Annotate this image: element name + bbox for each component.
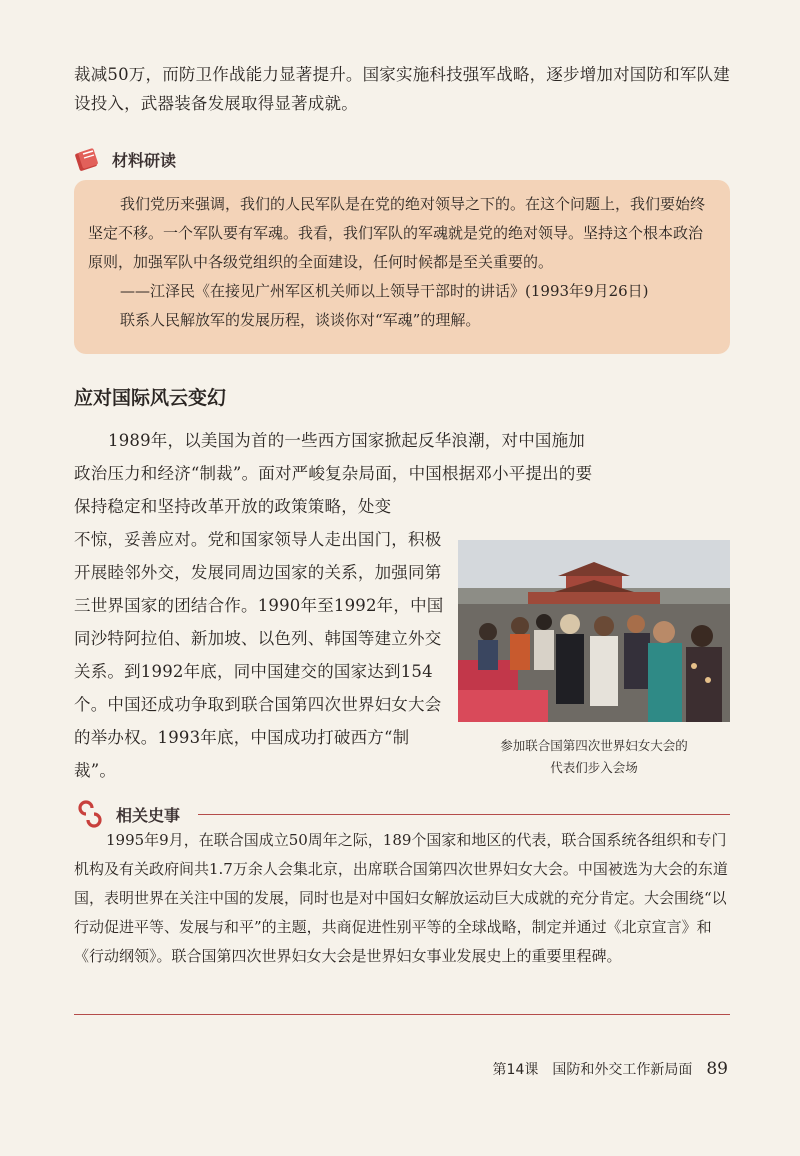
section-paragraph-wrap: 不惊，妥善应对。党和国家领导人走出国门，积极开展睦邻外交，发展同周边国家的关系，加强同第三世界国家的团结合作。1990年至1992年，中国同沙特阿拉伯、新加坡、以色列、韩国等建立外交关系。到1992年底，同中国建交的国家达到154个。中国还成功争取到联合国第四次世界妇女大会的举办权。1993年底，中国成功打破西方“制裁”。	[74, 530, 444, 780]
material-source: ——江泽民《在接见广州军区机关师以上领导干部时的讲话》(1993年9月26日)	[120, 282, 649, 300]
history-paragraph: 1995年9月，在联合国成立50周年之际，189个国家和地区的代表，联合国系统各组织和专门机构及有关政府间共1.7万余人会集北京，出席联合国第四次世界妇女大会。中国被选为大会的东道国，表明世界在关注中国的发展，同时也是对中国妇女解放运动巨大成就的充分肯定。大会围绕“以行动促进平等、发展与和平”的主题，共商促进性别平等的全球战略，制定并通过《北京宣言》和《行动纲领》。联合国第四次世界妇女大会是世界妇女事业发展史上的重要里程碑。	[74, 831, 728, 965]
book-icon	[74, 146, 102, 172]
material-question: 联系人民解放军的发展历程，谈谈你对“军魂”的理解。	[120, 311, 481, 329]
section-paragraph-top: 1989年，以美国为首的一些西方国家掀起反华浪潮，对中国施加政治压力和经济“制裁”。面对严峻复杂局面，中国根据邓小平提出的要保持稳定和坚持改革开放的政策策略，处变	[74, 431, 593, 516]
caption-line-2: 代表们步入会场	[550, 760, 638, 775]
material-quote: 我们党历来强调，我们的人民军队是在党的绝对领导之下的。在这个问题上，我们要始终坚定不移。一个军队要有军魂。我看，我们军队的军魂就是党的绝对领导。坚持这个根本政治原则，加强军队中各级党组织的全面建设，任何时候都是至关重要的。	[88, 195, 706, 271]
section-heading: 应对国际风云变幻	[74, 387, 227, 409]
photo-caption	[458, 735, 730, 779]
photo-illustration	[458, 540, 730, 722]
material-reading-heading	[74, 146, 176, 172]
history-heading-rule	[198, 814, 730, 815]
page-number: 89	[706, 1059, 728, 1079]
page-footer	[493, 1059, 728, 1079]
caption-line-1: 参加联合国第四次世界妇女大会的	[500, 738, 688, 753]
footer-title: 国防和外交工作新局面	[552, 1062, 693, 1078]
footer-lesson: 第14课	[492, 1062, 539, 1078]
intro-paragraph: 裁减50万，而防卫作战能力显著提升。国家实施科技强军战略，逐步增加对国防和军队建设投入，武器装备发展取得显著成就。	[74, 65, 730, 113]
conference-photo	[458, 540, 730, 722]
swirl-icon	[74, 800, 106, 828]
material-reading-box	[74, 180, 730, 354]
history-bottom-rule	[74, 1014, 730, 1015]
material-heading-label: 材料研读	[112, 150, 177, 170]
history-heading-label: 相关史事	[116, 805, 181, 825]
related-history-heading	[74, 800, 730, 828]
